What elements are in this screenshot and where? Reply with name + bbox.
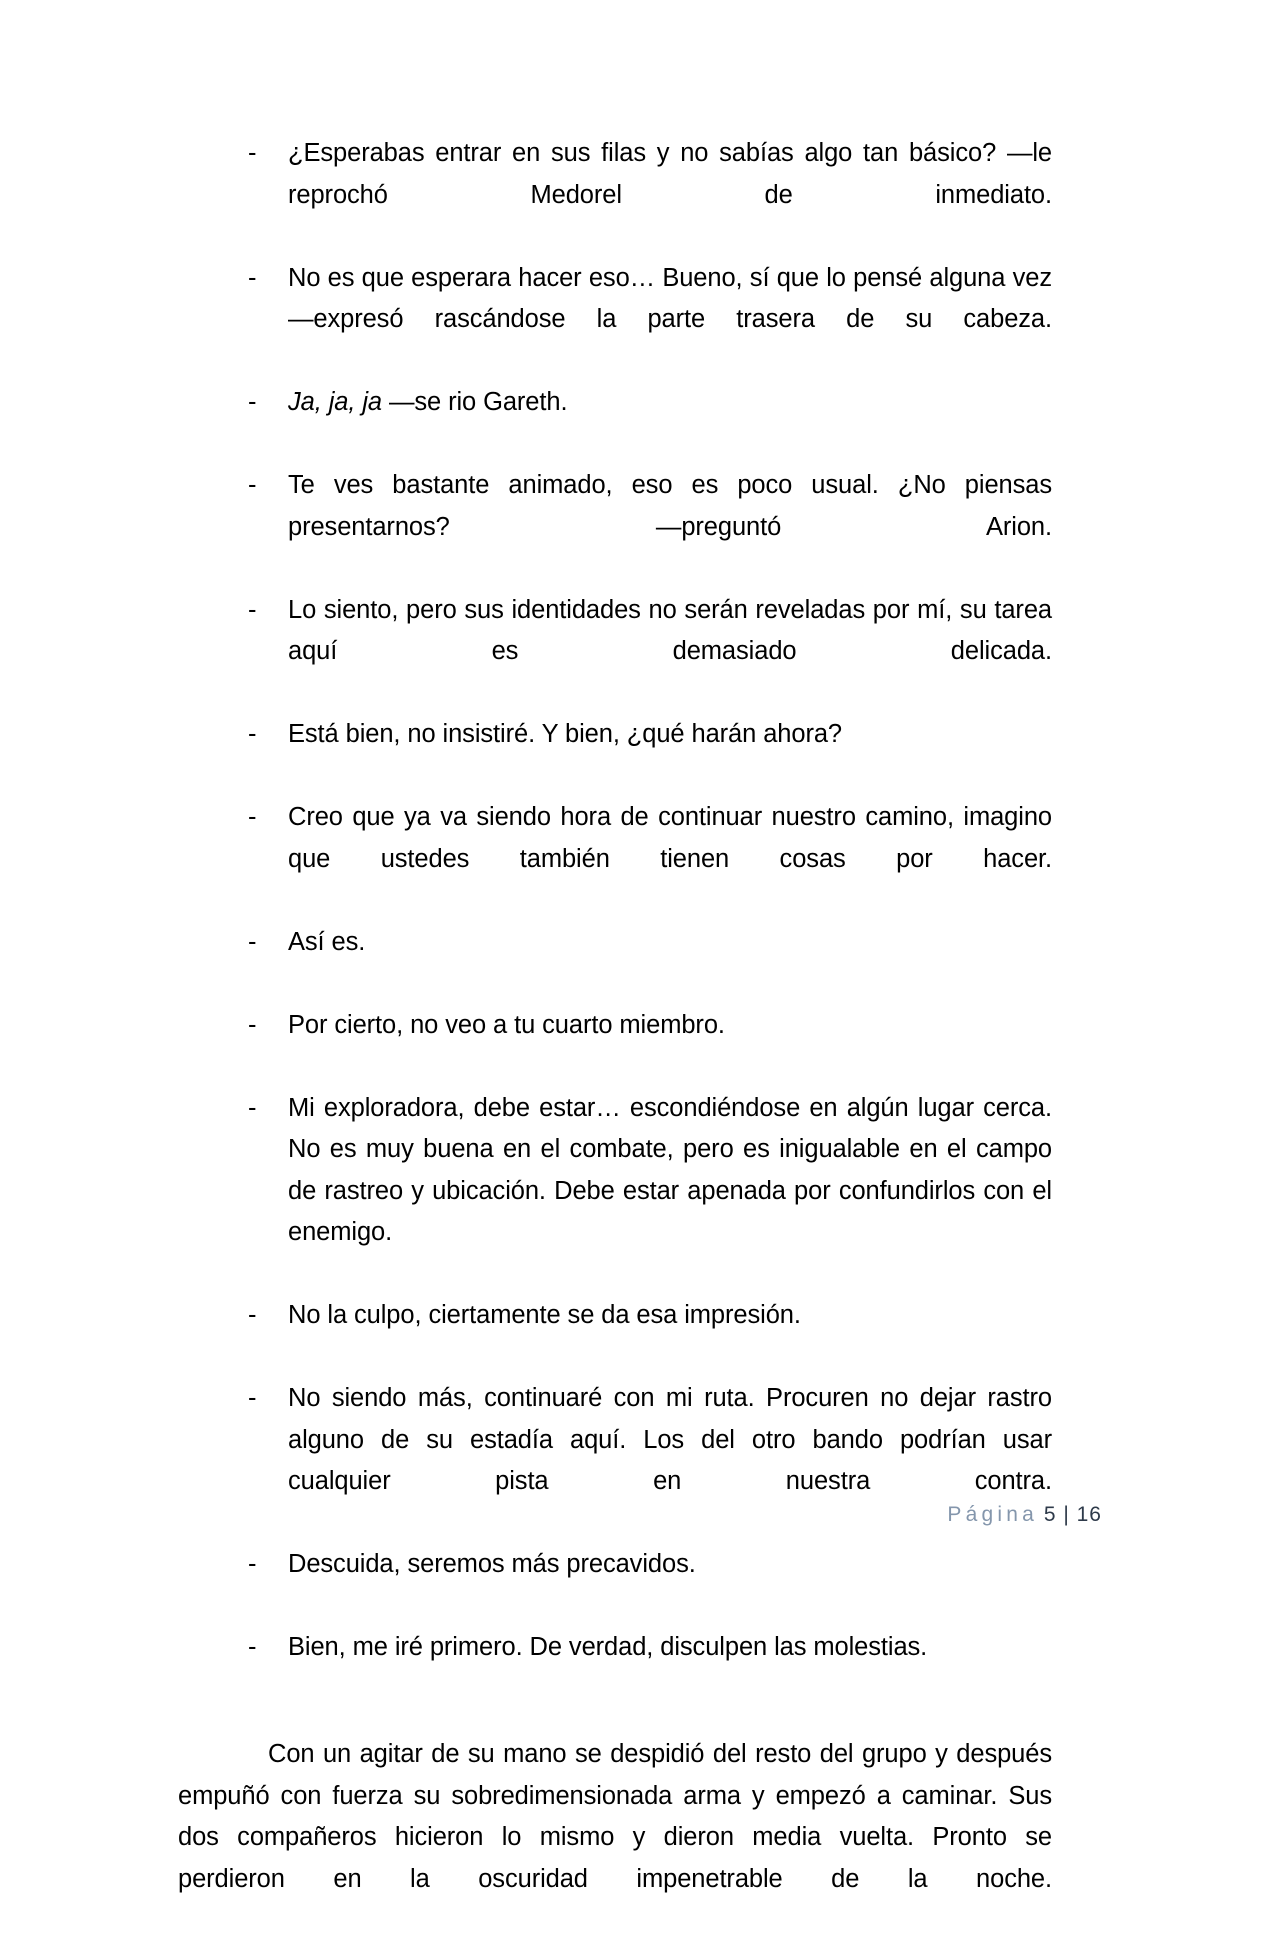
dialogue-text: ¿Esperabas entrar en sus filas y no sabías algo tan básico? —le reprochó Medorel de inmediato.: [288, 139, 1052, 209]
dash-bullet-icon: -: [248, 1384, 257, 1412]
page-content: [178, 133, 1052, 1942]
dialogue-line: [178, 1627, 1052, 1710]
dialogue-line: [178, 1544, 1052, 1627]
dash-bullet-icon: -: [248, 1301, 257, 1329]
dialogue-text-rest: —se rio Gareth.: [381, 388, 568, 416]
dialogue-text: Te ves bastante animado, eso es poco usual. ¿No piensas presentarnos? —preguntó Arion.: [288, 471, 1052, 541]
dash-bullet-icon: -: [248, 139, 257, 167]
dialogue-line: [178, 382, 1052, 465]
dash-bullet-icon: -: [248, 803, 257, 831]
dialogue-text: Está bien, no insistiré. Y bien, ¿qué harán ahora?: [288, 720, 843, 748]
dialogue-line: [178, 922, 1052, 1005]
dash-bullet-icon: -: [248, 927, 257, 956]
footer-page-label: Página: [947, 1503, 1038, 1526]
dash-bullet-icon: -: [248, 263, 257, 292]
dialogue-line: [178, 133, 1052, 258]
dash-bullet-icon: -: [248, 1010, 257, 1039]
dialogue-text: No la culpo, ciertamente se da esa impresión.: [288, 1301, 801, 1329]
dash-bullet-icon: -: [248, 1633, 257, 1661]
dash-bullet-icon: -: [248, 388, 257, 416]
dialogue-text: No es que esperara hacer eso… Bueno, sí que lo pensé alguna vez —expresó rascándose la parte trasera de su cabeza.: [288, 263, 1052, 333]
dash-bullet-icon: -: [248, 1093, 257, 1122]
footer-page-numbers: 5 | 16: [1043, 1503, 1102, 1526]
dash-bullet-icon: -: [248, 471, 257, 499]
page-footer: [178, 1502, 1102, 1528]
dash-bullet-icon: -: [248, 720, 257, 748]
dash-bullet-icon: -: [248, 1550, 257, 1578]
dialogue-line: [178, 258, 1052, 383]
dialogue-line: [178, 797, 1052, 922]
dialogue-line: [178, 1088, 1052, 1296]
dialogue-text: No siendo más, continuaré con mi ruta. Procuren no dejar rastro alguno de su estadía aquí. Los del otro bando podrían usar cualquier pista en nuestra contra.: [288, 1384, 1052, 1495]
dialogue-line: [178, 714, 1052, 797]
dialogue-list: [178, 133, 1052, 1710]
dialogue-text: Así es.: [288, 927, 366, 956]
closing-paragraph: Con un agitar de su mano se despidió del resto del grupo y después empuñó con fuerza su sobredimensionada arma y empezó a caminar. Sus dos compañeros hicieron lo mismo y dieron media vuelta. Pronto se perdieron en la oscuridad impenetrable de la noche.: [178, 1740, 1052, 1893]
dialogue-line: [178, 465, 1052, 590]
dialogue-line: [178, 1295, 1052, 1378]
dialogue-text: Bien, me iré primero. De verdad, disculpen las molestias.: [288, 1633, 928, 1661]
dialogue-text: Mi exploradora, debe estar… escondiéndose en algún lugar cerca. No es muy buena en el combate, pero es inigualable en el campo de rastreo y ubicación. Debe estar apenada por confundirlos con el enemigo.: [288, 1093, 1052, 1246]
dialogue-text: Lo siento, pero sus identidades no serán reveladas por mí, su tarea aquí es demasiado delicada.: [288, 595, 1052, 665]
dialogue-text: Por cierto, no veo a tu cuarto miembro.: [288, 1010, 725, 1039]
dialogue-text: [288, 382, 1052, 465]
dialogue-text: Descuida, seremos más precavidos.: [288, 1550, 696, 1578]
dialogue-line: [178, 1005, 1052, 1088]
dialogue-text-italic: Ja, ja, ja: [288, 388, 382, 416]
dash-bullet-icon: -: [248, 595, 257, 624]
dialogue-text: Creo que ya va siendo hora de continuar nuestro camino, imagino que ustedes también tienen cosas por hacer.: [288, 803, 1052, 873]
dialogue-line: [178, 590, 1052, 715]
